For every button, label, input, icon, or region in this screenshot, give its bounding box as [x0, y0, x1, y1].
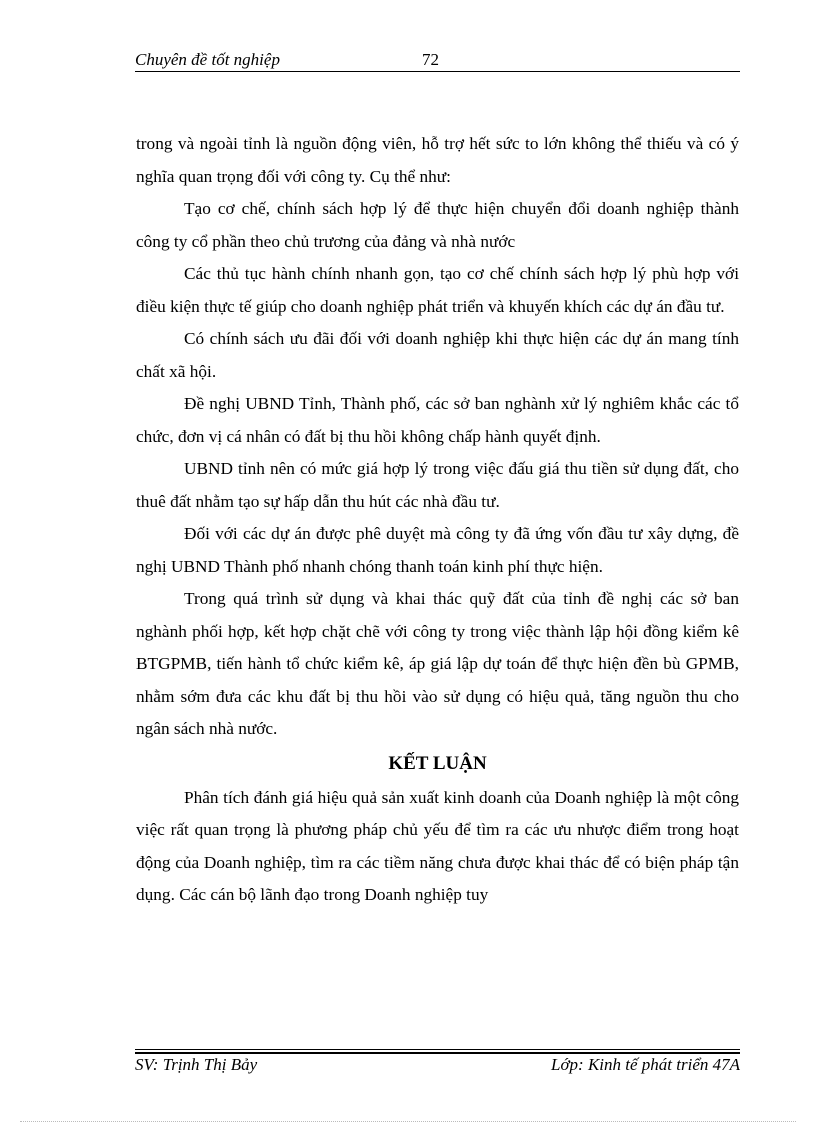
- paragraph: Có chính sách ưu đãi đối với doanh nghiệp khi thực hiện các dự án mang tính chất xã hội.: [136, 329, 739, 381]
- paragraph: Đối với các dự án được phê duyệt mà công ty đã ứng vốn đầu tư xây dựng, đề nghị UBND Thành phố nhanh chóng thanh toán kinh phí thực hiện.: [136, 524, 739, 576]
- class-name: Lớp: Kinh tế phát triển 47A: [551, 1055, 740, 1074]
- student-name: SV: Trịnh Thị Bảy: [135, 1055, 258, 1074]
- paragraph: Các thủ tục hành chính nhanh gọn, tạo cơ chế chính sách hợp lý phù hợp với điều kiện thực tế giúp cho doanh nghiệp phát triển và khuyến khích các dự án đầu tư.: [136, 264, 739, 316]
- page-footer: [135, 1055, 740, 1077]
- page-edge-dotted-line: [20, 1121, 796, 1122]
- footer-divider-thick: [135, 1052, 740, 1054]
- section-heading: KẾT LUẬN: [388, 752, 487, 774]
- paragraph: Trong quá trình sử dụng và khai thác quỹ đất của tỉnh đề nghị các sở ban nghành phối hợp, kết hợp chặt chẽ với công ty trong việc thành lập hội đồng kiểm kê BTGPMB, tiến hành tổ chức kiểm kê, áp giá lập dự toán để thực hiện đền bù GPMB, nhằm sớm đưa các khu đất bị thu hồi vào sử dụng có hiệu quả, tăng nguồn thu cho ngân sách nhà nước.: [136, 589, 739, 738]
- footer-divider: [135, 1049, 740, 1050]
- document-title: Chuyên đề tốt nghiệp: [135, 50, 280, 69]
- paragraph: Đề nghị UBND Tỉnh, Thành phố, các sở ban nghành xử lý nghiêm khắc các tổ chức, đơn vị cá nhân có đất bị thu hồi không chấp hành quyết định.: [136, 394, 739, 446]
- paragraph: Tạo cơ chế, chính sách hợp lý để thực hiện chuyển đổi doanh nghiệp thành công ty cổ phần theo chủ trương của đảng và nhà nước: [136, 199, 739, 251]
- paragraph: trong và ngoài tỉnh là nguồn động viên, hỗ trợ hết sức to lớn không thể thiếu và có ý nghĩa quan trọng đối với công ty. Cụ thể như:: [136, 134, 739, 186]
- paragraph: UBND tỉnh nên có mức giá hợp lý trong việc đấu giá thu tiền sử dụng đất, cho thuê đất nhằm tạo sự hấp dẫn thu hút các nhà đầu tư.: [136, 459, 739, 511]
- page-body: [136, 128, 739, 912]
- paragraph: Phân tích đánh giá hiệu quả sản xuất kinh doanh của Doanh nghiệp là một công việc rất quan trọng là phương pháp chủ yếu để tìm ra các ưu nhược điểm trong hoạt động của Doanh nghiệp, tìm ra các tiềm năng chưa được khai thác để có biện pháp tận dụng. Các cán bộ lãnh đạo trong Doanh nghiệp tuy: [136, 787, 739, 904]
- page-number: 72: [422, 50, 439, 69]
- page-header: [135, 48, 740, 72]
- header-divider: [135, 71, 740, 72]
